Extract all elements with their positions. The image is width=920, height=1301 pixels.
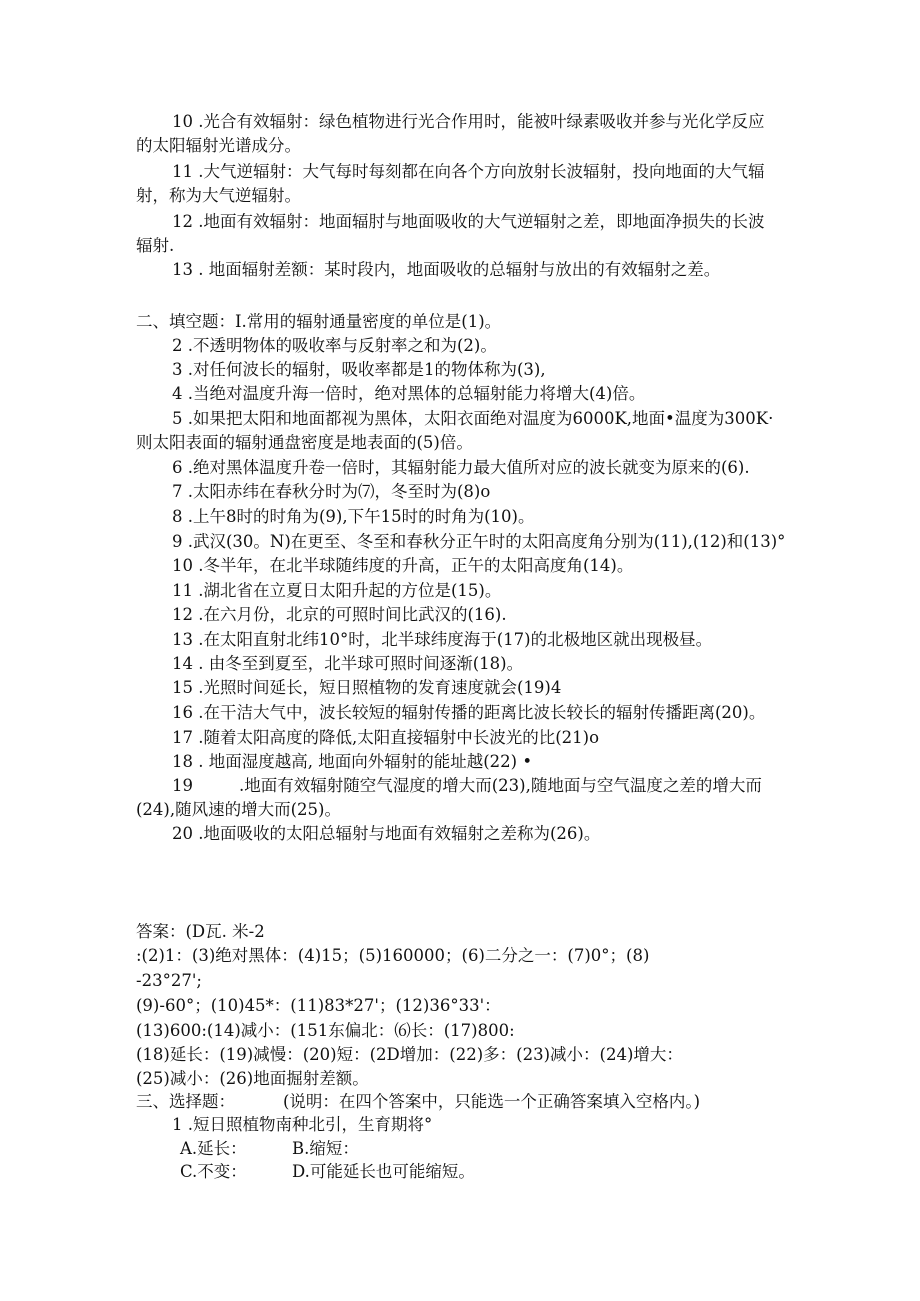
choice-section-header: 三、选择题： (136, 1092, 235, 1111)
answer-line: (9)-60°；(10)45*：(11)83*27'；(12)36°33'： (136, 996, 501, 1015)
fill-item: 7 .太阳赤纬在春秋分时为⑺，冬至时为(8)o (172, 482, 491, 501)
answer-line: :(2)1：(3)绝对黑体：(4)15；(5)160000；(6)二分之一：(7)0°；(8) (136, 946, 650, 965)
choice-option-c: C.不变： (180, 1162, 247, 1181)
choice-option-a: A.延长： (180, 1139, 247, 1158)
fill-item: 3 .对任何波长的辐射，吸收率都是1的物体称为(3), (172, 360, 546, 379)
fill-item: 17 .随着太阳高度的降低,太阳直接辐射中长波光的比(21)o (172, 728, 600, 747)
fill-item: 5 .如果把太阳和地面都视为黑体，太阳衣面绝对温度为6000K,地面•温度为300K· (172, 409, 774, 428)
choice-question-1: 1 .短日照植物南种北引，生育期将° (172, 1115, 433, 1134)
definition-10-line1: 10 .光合有效辐射：绿色植物进行光合作用时，能被叶绿素吸收并参与光化学反应 (172, 112, 765, 131)
fill-item: 10 .冬半年，在北半球随纬度的升高，正午的太阳高度角(14)。 (172, 556, 634, 575)
definition-11-line2: 射，称为大气逆辐射。 (136, 186, 301, 205)
answer-line: (18)延长：(19)减慢：(20)短：(2D增加：(22)多：(23)减小：(24)增大： (136, 1045, 683, 1064)
fill-item: 6 .绝对黑体温度升卷一倍时，其辐射能力最大值所对应的波长就变为原来的(6). (172, 458, 750, 477)
fill-item: 15 .光照时间延长，短日照植物的发育速度就会(19)4 (172, 678, 562, 697)
fill-item-19-text: .地面有效辐射随空气湿度的增大而(23),随地面与空气温度之差的增大而 (239, 776, 762, 795)
fill-item: 13 .在太阳直射北纬10°时，北半球纬度海于(17)的北极地区就出现极昼。 (172, 630, 713, 649)
definition-13-line1: 13 . 地面辐射差额：某时段内，地面吸收的总辐射与放出的有效辐射之差。 (172, 260, 721, 279)
answer-line: 答案：(D瓦. 米-2 (136, 922, 265, 941)
choice-option-d: D.可能延长也可能缩短。 (292, 1162, 475, 1181)
answer-line: (25)减小：(26)地面掘射差额。 (136, 1069, 369, 1088)
fill-item: 16 .在干洁大气中，波长较短的辐射传播的距离比波长较长的辐射传播距离(20)。 (172, 703, 766, 722)
fill-item-20: 20 .地面吸收的太阳总辐射与地面有效辐射之差称为(26)。 (172, 824, 601, 843)
fill-item: 则太阳表面的辐射通盘密度是地表面的(5)倍。 (136, 433, 473, 452)
fill-item-19-number: 19 (172, 776, 193, 795)
answer-line: (13)600:(14)减小：(151东偏北：⑹长：(17)800: (136, 1021, 515, 1040)
fill-item-19-line1 (172, 774, 762, 798)
fill-item: 9 .武汉(30。N)在更至、冬至和春秋分正午时的太阳高度角分别为(11),(12)和(13)° (172, 532, 786, 551)
fill-section-header: 二、填空题：I.常用的辐射通量密度的单位是(1)。 (136, 312, 502, 331)
answer-line: -23°27'; (136, 971, 202, 990)
definition-10-line2: 的太阳辐射光谱成分。 (136, 136, 301, 155)
definition-12-line2: 辐射. (136, 236, 175, 255)
fill-item: 8 .上午8时的时角为(9),下午15时的时角为(10)。 (172, 507, 535, 526)
fill-item: 12 .在六月份，北京的可照时间比武汉的(16). (172, 605, 507, 624)
definition-11-line1: 11 .大气逆辐射：大气每时每刻都在向各个方向放射长波辐射，投向地面的大气辐 (172, 162, 765, 181)
choice-option-b: B.缩短： (292, 1139, 359, 1158)
fill-item: 4 .当绝对温度升海一倍时，绝对黑体的总辐射能力将增大(4)倍。 (172, 384, 646, 403)
fill-item: 11 .湖北省在立夏日太阳升起的方位是(15)。 (172, 581, 502, 600)
fill-item: 18 . 地面湿度越高, 地面向外辐射的能址越(22) • (172, 752, 533, 771)
choice-section-note: (说明：在四个答案中，只能选一个正确答案填入空格内。) (283, 1092, 701, 1111)
definition-12-line1: 12 .地面有效辐射：地面辐肘与地面吸收的大气逆辐射之差，即地面净损失的长波 (172, 212, 765, 231)
fill-item: 2 .不透明物体的吸收率与反射率之和为(2)。 (172, 336, 497, 355)
fill-item: 14 . 由冬至到夏至，北半球可照时间逐渐(18)。 (172, 654, 524, 673)
fill-item-19-line2: (24),随风速的增大而(25)。 (136, 800, 341, 819)
